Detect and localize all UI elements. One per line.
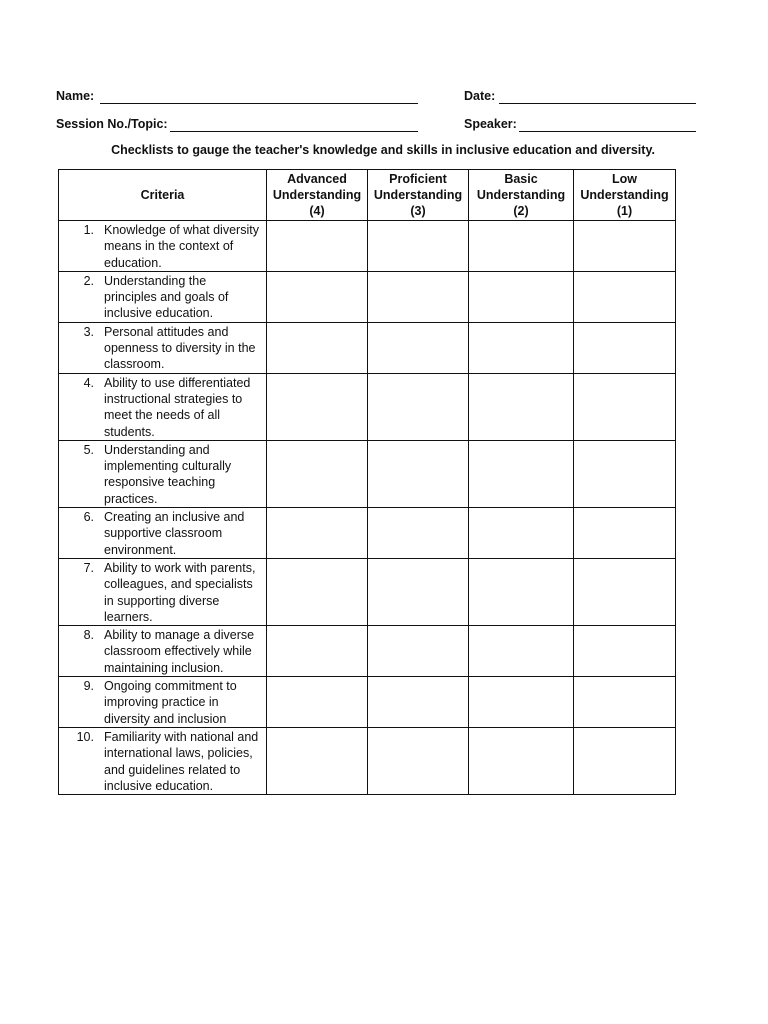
rating-cell-low[interactable] [574, 221, 676, 272]
name-label: Name: [56, 89, 95, 103]
rating-cell-basic[interactable] [469, 322, 574, 373]
rating-cell-advanced[interactable] [267, 440, 368, 507]
rating-cell-proficient[interactable] [368, 271, 469, 322]
rating-cell-basic[interactable] [469, 677, 574, 728]
table-row [59, 727, 676, 794]
criteria-number: 3. [83, 324, 94, 339]
checklist-table [58, 169, 676, 795]
criteria-cell [59, 727, 267, 794]
session-field [56, 117, 168, 131]
rating-cell-proficient[interactable] [368, 440, 469, 507]
session-label: Session No./Topic: [56, 117, 168, 131]
criteria-cell [59, 440, 267, 507]
rating-cell-basic[interactable] [469, 727, 574, 794]
criteria-text: Ongoing commitment to improving practice in diversity and inclusion [104, 679, 237, 726]
rating-cell-proficient[interactable] [368, 677, 469, 728]
rating-cell-basic[interactable] [469, 626, 574, 677]
rating-cell-advanced[interactable] [267, 373, 368, 440]
criteria-cell [59, 373, 267, 440]
rating-cell-advanced[interactable] [267, 508, 368, 559]
name-input-line[interactable] [100, 103, 418, 104]
criteria-cell [59, 322, 267, 373]
rating-cell-basic[interactable] [469, 508, 574, 559]
header-label: Advanced Understanding (4) [272, 171, 362, 219]
header-row [59, 170, 676, 221]
criteria-text: Creating an inclusive and supportive classroom environment. [104, 510, 245, 557]
criteria-text: Familiarity with national and international laws, policies, and guidelines related to inclusive education. [104, 729, 259, 793]
criteria-cell [59, 508, 267, 559]
criteria-cell [59, 558, 267, 625]
table-row [59, 373, 676, 440]
criteria-number: 5. [83, 442, 94, 457]
criteria-text: Knowledge of what diversity means in the context of education. [104, 223, 259, 270]
rating-cell-advanced[interactable] [267, 221, 368, 272]
header-label: Proficient Understanding (3) [373, 171, 463, 219]
rating-cell-advanced[interactable] [267, 558, 368, 625]
header-label: Low Understanding (1) [580, 171, 669, 219]
rating-cell-low[interactable] [574, 626, 676, 677]
checklist-title: Checklists to gauge the teacher's knowledge and skills in inclusive education and diversity. [111, 143, 655, 157]
rating-cell-advanced[interactable] [267, 677, 368, 728]
session-input-line[interactable] [170, 131, 418, 132]
rating-cell-proficient[interactable] [368, 558, 469, 625]
criteria-number: 8. [83, 628, 94, 643]
criteria-cell [59, 271, 267, 322]
rating-cell-proficient[interactable] [368, 727, 469, 794]
date-label: Date: [464, 89, 496, 103]
criteria-text: Understanding and implementing culturally responsive teaching practices. [104, 442, 232, 506]
criteria-number: 2. [83, 273, 94, 288]
criteria-number: 10. [76, 729, 94, 744]
table-row [59, 558, 676, 625]
rating-cell-low[interactable] [574, 322, 676, 373]
table-row [59, 677, 676, 728]
rating-cell-low[interactable] [574, 677, 676, 728]
rating-cell-low[interactable] [574, 558, 676, 625]
criteria-cell [59, 221, 267, 272]
rating-cell-low[interactable] [574, 271, 676, 322]
criteria-number: 1. [83, 223, 94, 237]
rating-cell-advanced[interactable] [267, 727, 368, 794]
date-field [464, 89, 495, 103]
date-input-line[interactable] [499, 103, 696, 104]
criteria-number: 4. [83, 375, 94, 390]
table-row [59, 440, 676, 507]
criteria-text: Ability to use differentiated instructional strategies to meet the needs of all students. [104, 375, 251, 439]
rating-cell-low[interactable] [574, 440, 676, 507]
header-basic [469, 170, 574, 221]
criteria-text: Ability to work with parents, colleagues, and specialists in supporting diverse learners. [104, 560, 256, 624]
criteria-text: Personal attitudes and openness to diversity in the classroom. [104, 324, 256, 372]
rating-cell-low[interactable] [574, 727, 676, 794]
criteria-cell [59, 626, 267, 677]
rating-cell-low[interactable] [574, 508, 676, 559]
header-label: Basic Understanding (2) [476, 171, 566, 219]
header-criteria [59, 170, 267, 221]
speaker-field [464, 117, 517, 131]
criteria-cell [59, 677, 267, 728]
speaker-label: Speaker: [464, 117, 517, 131]
criteria-text: Ability to manage a diverse classroom effectively while maintaining inclusion. [104, 628, 255, 675]
table-row [59, 508, 676, 559]
rating-cell-advanced[interactable] [267, 626, 368, 677]
criteria-number: 6. [83, 510, 94, 525]
rating-cell-advanced[interactable] [267, 322, 368, 373]
rating-cell-proficient[interactable] [368, 626, 469, 677]
header-label: Criteria [140, 187, 185, 202]
rating-cell-low[interactable] [574, 373, 676, 440]
name-field [56, 89, 94, 103]
rating-cell-advanced[interactable] [267, 271, 368, 322]
rating-cell-proficient[interactable] [368, 322, 469, 373]
header-low [574, 170, 676, 221]
header-advanced [267, 170, 368, 221]
rating-cell-basic[interactable] [469, 440, 574, 507]
criteria-number: 7. [83, 560, 94, 575]
table-row [59, 221, 676, 272]
rating-cell-basic[interactable] [469, 558, 574, 625]
table-row [59, 626, 676, 677]
table-row [59, 271, 676, 322]
criteria-number: 9. [83, 679, 94, 694]
criteria-text: Understanding the principles and goals of inclusive education. [104, 273, 229, 321]
rating-cell-basic[interactable] [469, 271, 574, 322]
rating-cell-proficient[interactable] [368, 221, 469, 272]
rating-cell-proficient[interactable] [368, 508, 469, 559]
header-proficient [368, 170, 469, 221]
speaker-input-line[interactable] [519, 131, 696, 132]
rating-cell-proficient[interactable] [368, 373, 469, 440]
rating-cell-basic[interactable] [469, 221, 574, 272]
table-row [59, 322, 676, 373]
rating-cell-basic[interactable] [469, 373, 574, 440]
